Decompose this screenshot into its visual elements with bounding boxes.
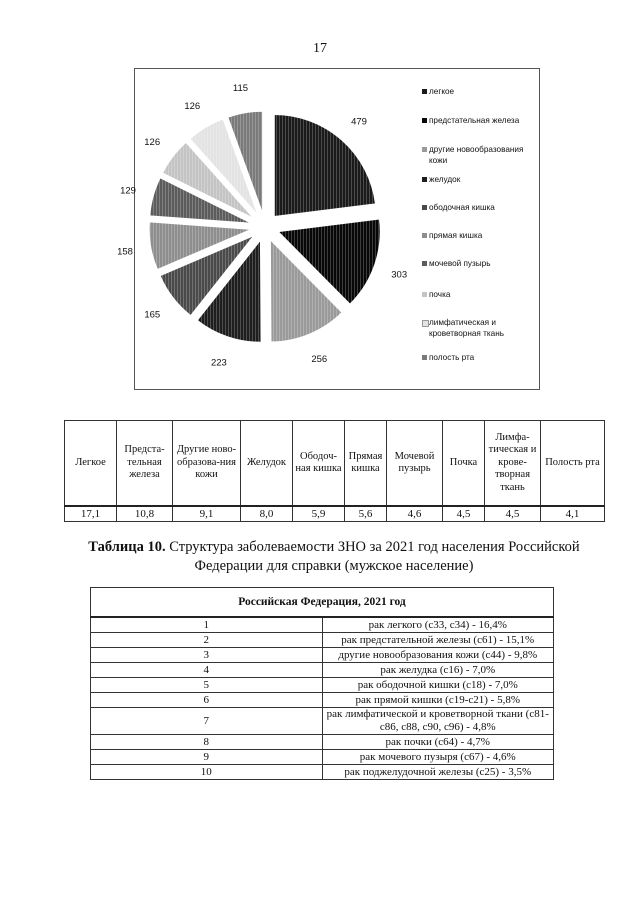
stats-header-cell: Другие ново-образова-ния кожи bbox=[173, 421, 241, 507]
legend-item bbox=[422, 145, 538, 166]
legend-label: желудок bbox=[429, 175, 461, 184]
legend-item bbox=[422, 259, 538, 270]
legend-label: ободочная кишка bbox=[429, 203, 495, 212]
stats-value-cell: 4,6 bbox=[387, 506, 443, 522]
legend-swatch bbox=[422, 261, 427, 266]
stats-header-cell: Ободоч-ная кишка bbox=[293, 421, 345, 507]
stats-header-cell: Прямая кишка bbox=[345, 421, 387, 507]
pie-slice-texture bbox=[274, 115, 375, 217]
legend-item bbox=[422, 353, 538, 364]
stats-value-row bbox=[65, 506, 605, 522]
pie-data-label: 129 bbox=[120, 185, 136, 197]
stats-header-cell: Мочевой пузырь bbox=[387, 421, 443, 507]
row-number: 1 bbox=[91, 617, 323, 633]
legend-label: лимфатическая и кроветворная ткань bbox=[429, 318, 504, 338]
stats-header-cell: Предста-тельная железа bbox=[117, 421, 173, 507]
legend-swatch bbox=[422, 355, 427, 360]
legend-swatch bbox=[422, 205, 427, 210]
row-number: 9 bbox=[91, 750, 323, 765]
structure-table-row bbox=[91, 765, 554, 780]
structure-table bbox=[90, 587, 554, 780]
table-caption bbox=[64, 538, 604, 576]
row-description: другие новообразования кожи (с44) - 9,8% bbox=[322, 648, 554, 663]
row-number: 2 bbox=[91, 633, 323, 648]
row-description: рак прямой кишки (с19-с21) - 5,8% bbox=[322, 693, 554, 708]
stats-value-cell: 4,5 bbox=[485, 506, 541, 522]
row-number: 4 bbox=[91, 663, 323, 678]
pie-data-label: 165 bbox=[144, 309, 161, 321]
stats-value-cell: 17,1 bbox=[65, 506, 117, 522]
legend-swatch bbox=[422, 292, 427, 297]
stats-header-cell: Желудок bbox=[241, 421, 293, 507]
stats-value-cell: 5,9 bbox=[293, 506, 345, 522]
row-description: рак мочевого пузыря (с67) - 4,6% bbox=[322, 750, 554, 765]
row-description: рак лимфатической и кроветворной ткани (с81-с86, с88, с90, с96) - 4,8% bbox=[322, 708, 554, 735]
legend-item bbox=[422, 203, 538, 214]
row-number: 7 bbox=[91, 708, 323, 735]
caption-label: Таблица 10. bbox=[88, 539, 166, 555]
legend-swatch bbox=[422, 89, 427, 94]
pie-chart bbox=[117, 68, 540, 390]
structure-table-row bbox=[91, 663, 554, 678]
pie-data-label: 303 bbox=[391, 269, 408, 281]
row-description: рак желудка (с16) - 7,0% bbox=[322, 663, 554, 678]
structure-table-row bbox=[91, 693, 554, 708]
row-number: 3 bbox=[91, 648, 323, 663]
row-number: 5 bbox=[91, 678, 323, 693]
row-number: 6 bbox=[91, 693, 323, 708]
legend-swatch bbox=[422, 233, 427, 238]
stats-value-cell: 8,0 bbox=[241, 506, 293, 522]
row-description: рак ободочной кишки (с18) - 7,0% bbox=[322, 678, 554, 693]
pie-data-label: 223 bbox=[210, 357, 227, 369]
stats-header-cell: Легкое bbox=[65, 421, 117, 507]
structure-table-title: Российская Федерация, 2021 год bbox=[91, 588, 554, 618]
legend-swatch bbox=[422, 118, 427, 123]
stats-value-cell: 9,1 bbox=[173, 506, 241, 522]
pie-data-label: 256 bbox=[311, 354, 328, 366]
pie-data-label: 158 bbox=[117, 246, 133, 258]
legend-item bbox=[422, 231, 538, 242]
row-description: рак предстательной железы (с61) - 15,1% bbox=[322, 633, 554, 648]
legend-item bbox=[422, 318, 538, 339]
legend-label: полость рта bbox=[429, 353, 475, 362]
caption-text: Структура заболеваемости ЗНО за 2021 год населения Российской Федерации для справки (мужское население) bbox=[165, 539, 580, 574]
legend-item bbox=[422, 290, 538, 301]
structure-table-row bbox=[91, 678, 554, 693]
stats-value-cell: 4,5 bbox=[443, 506, 485, 522]
structure-table-row bbox=[91, 708, 554, 735]
legend-swatch bbox=[422, 177, 427, 182]
structure-table-row bbox=[91, 617, 554, 633]
legend-label: легкое bbox=[429, 87, 455, 96]
legend-label: предстательная железа bbox=[429, 116, 520, 125]
structure-table-row bbox=[91, 735, 554, 750]
row-description: рак почки (с64) - 4,7% bbox=[322, 735, 554, 750]
stats-value-cell: 5,6 bbox=[345, 506, 387, 522]
row-number: 10 bbox=[91, 765, 323, 780]
structure-table-row bbox=[91, 750, 554, 765]
stats-table bbox=[64, 420, 605, 522]
pie-data-label: 479 bbox=[351, 116, 367, 128]
stats-header-cell: Почка bbox=[443, 421, 485, 507]
legend-label: другие новообразования кожи bbox=[429, 145, 524, 165]
legend-label: почка bbox=[429, 290, 451, 299]
legend-item bbox=[422, 175, 538, 186]
legend-label: мочевой пузырь bbox=[429, 259, 491, 268]
row-description: рак легкого (с33, с34) - 16,4% bbox=[322, 617, 554, 633]
legend-swatch bbox=[422, 320, 429, 327]
stats-header-cell: Полость рта bbox=[541, 421, 605, 507]
page-number: 17 bbox=[313, 41, 327, 56]
stats-header-cell: Лимфа-тическая и крове-творная ткань bbox=[485, 421, 541, 507]
row-number: 8 bbox=[91, 735, 323, 750]
stats-header-row bbox=[65, 421, 605, 507]
legend-item bbox=[422, 116, 538, 127]
legend-swatch bbox=[422, 147, 427, 152]
structure-table-row bbox=[91, 633, 554, 648]
pie-data-label: 126 bbox=[184, 101, 201, 112]
legend-item bbox=[422, 87, 538, 98]
stats-value-cell: 10,8 bbox=[117, 506, 173, 522]
pie-data-label: 126 bbox=[144, 136, 161, 148]
pie-data-label: 115 bbox=[232, 83, 249, 95]
row-description: рак поджелудочной железы (с25) - 3,5% bbox=[322, 765, 554, 780]
structure-table-row bbox=[91, 648, 554, 663]
stats-value-cell: 4,1 bbox=[541, 506, 605, 522]
legend-label: прямая кишка bbox=[429, 231, 483, 240]
